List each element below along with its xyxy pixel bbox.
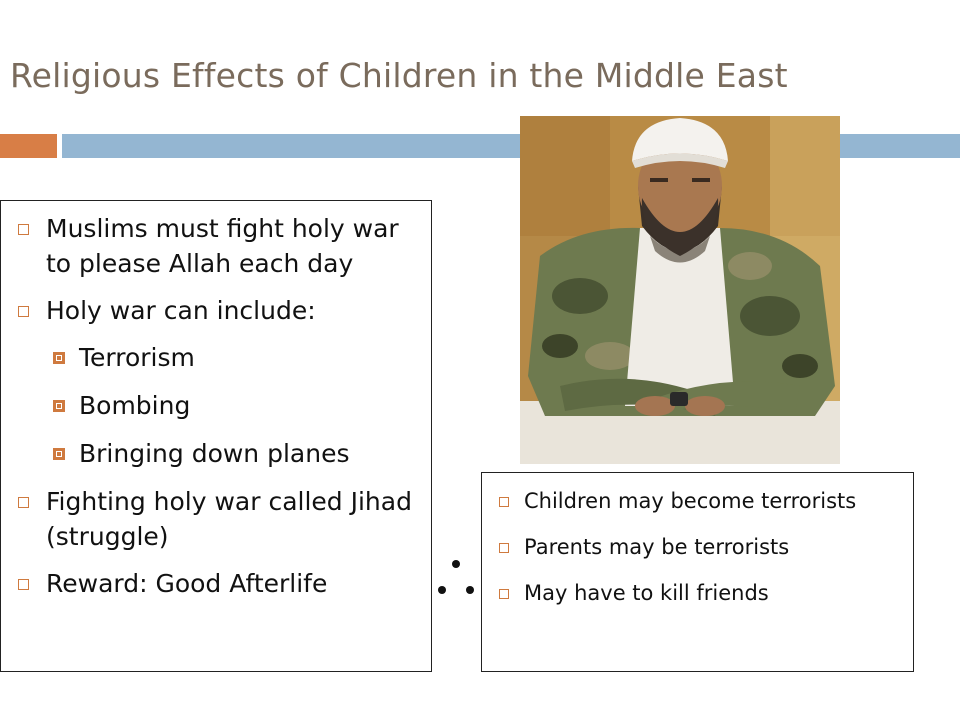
main-bullet-box xyxy=(0,200,432,672)
bullet-text: Fighting holy war called Jihad (struggle) xyxy=(46,487,412,551)
accent-bar-orange xyxy=(0,134,57,158)
bullet-text: Parents may be terrorists xyxy=(524,535,790,559)
bullet-text: Holy war can include: xyxy=(46,296,316,325)
bullet-text: Reward: Good Afterlife xyxy=(46,569,328,598)
square-bullet-icon xyxy=(499,589,509,599)
sub-bullet-text: Bombing xyxy=(79,391,191,420)
square-bullet-icon xyxy=(18,224,29,235)
square-bullet-icon xyxy=(499,543,509,553)
portrait-illustration xyxy=(520,116,840,464)
square-bullet-icon xyxy=(499,497,509,507)
slide-title: Religious Effects of Children in the Middle East xyxy=(10,56,788,95)
sub-bullet-item xyxy=(1,340,431,375)
sub-bullet-item xyxy=(1,436,431,471)
bullet-item xyxy=(482,528,913,566)
bullet-item xyxy=(1,293,431,328)
bullet-item xyxy=(1,484,431,554)
bullet-item xyxy=(482,574,913,612)
square-bullet-icon xyxy=(18,306,29,317)
consequences-box xyxy=(481,472,914,672)
bullet-text: May have to kill friends xyxy=(524,581,769,605)
filled-square-bullet-icon xyxy=(53,352,65,364)
sub-bullet-item xyxy=(1,388,431,423)
sub-bullet-text: Bringing down planes xyxy=(79,439,350,468)
bullet-item xyxy=(1,566,431,601)
therefore-symbol-icon xyxy=(436,556,476,600)
filled-square-bullet-icon xyxy=(53,448,65,460)
square-bullet-icon xyxy=(18,497,29,508)
portrait-photo xyxy=(520,116,840,464)
bullet-text: Children may become terrorists xyxy=(524,489,857,513)
filled-square-bullet-icon xyxy=(53,400,65,412)
square-bullet-icon xyxy=(18,579,29,590)
bullet-item xyxy=(1,211,431,281)
bullet-text: Muslims must fight holy war to please Allah each day xyxy=(46,214,399,278)
bullet-item xyxy=(482,482,913,520)
sub-bullet-text: Terrorism xyxy=(79,343,195,372)
